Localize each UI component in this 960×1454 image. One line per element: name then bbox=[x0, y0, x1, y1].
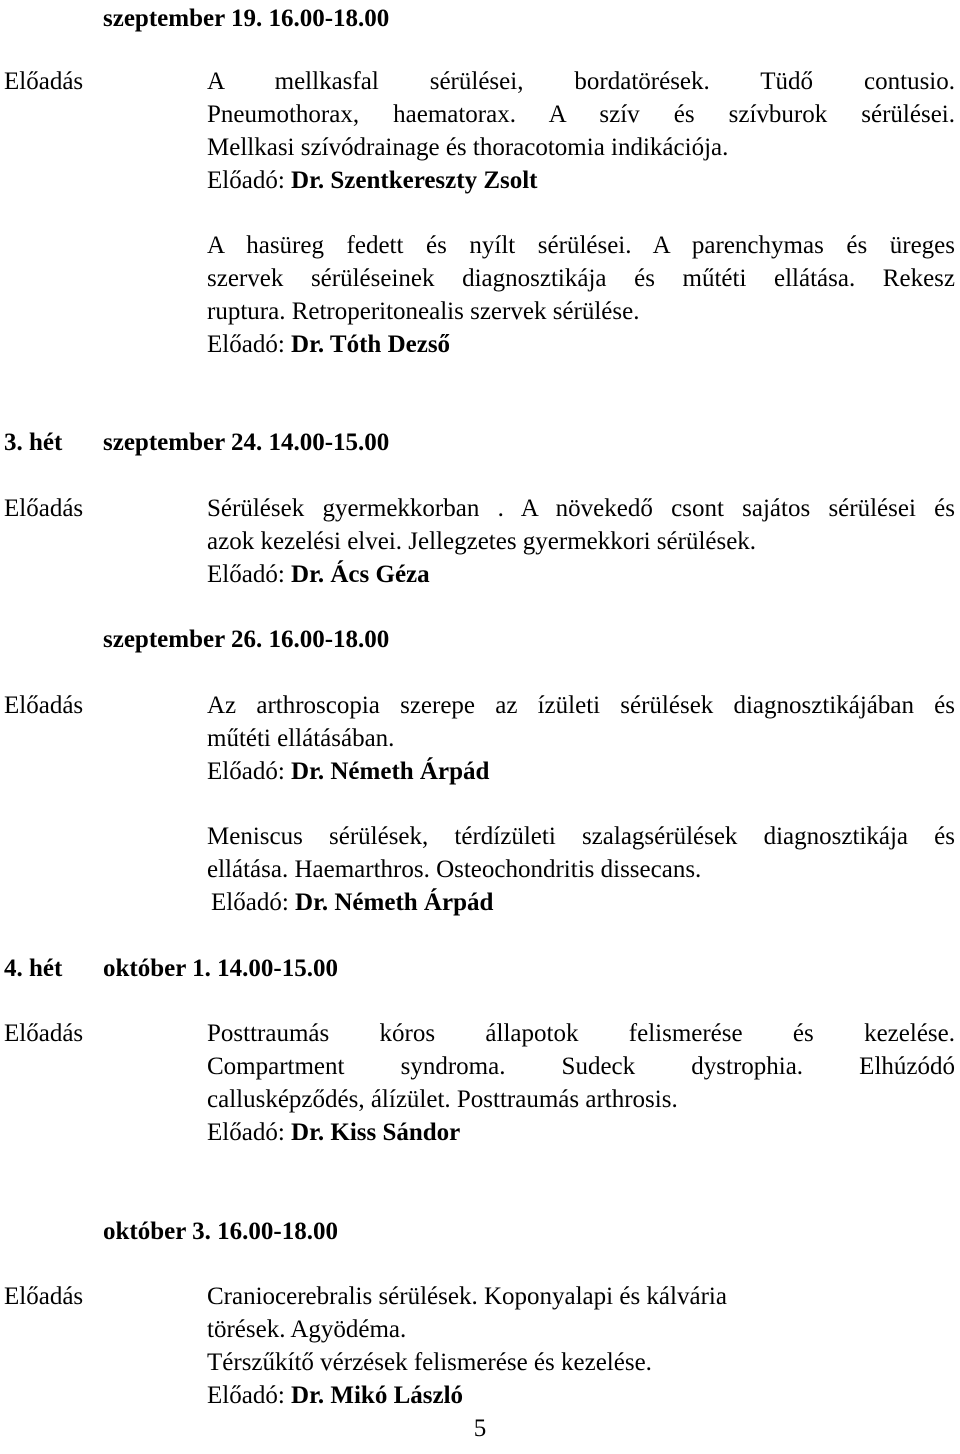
speaker-line bbox=[207, 886, 955, 919]
speaker-name: Dr. Németh Árpád bbox=[291, 758, 490, 785]
lecture-line: szervek sérüléseinek diagnosztikája és műtéti ellátása. Rekesz bbox=[207, 265, 955, 292]
speaker-line bbox=[207, 1379, 955, 1412]
speaker-name: Dr. Szentkereszty Zsolt bbox=[291, 167, 538, 194]
speaker-name: Dr. Kiss Sándor bbox=[291, 1119, 461, 1146]
session-2-lecture-1 bbox=[207, 492, 955, 591]
lecture-line: Sérülések gyermekkorban . A növekedő csont sajátos sérülései és bbox=[207, 495, 955, 522]
lecture-line: Az arthroscopia szerepe az ízületi sérülések diagnosztikájában és bbox=[207, 692, 955, 719]
lecture-line: Mellkasi szívódrainage és thoracotomia indikációja. bbox=[207, 134, 729, 161]
speaker-prefix: Előadó: bbox=[207, 1382, 292, 1409]
session-1-label: Előadás bbox=[4, 68, 84, 95]
session-3-label: Előadás bbox=[4, 692, 84, 719]
lecture-line: törések. Agyödéma. bbox=[207, 1316, 407, 1343]
lecture-line: callusképződés, álízület. Posttraumás arthrosis. bbox=[207, 1086, 678, 1113]
lecture-line: ruptura. Retroperitonealis szervek sérülése. bbox=[207, 298, 640, 325]
speaker-name: Dr. Ács Géza bbox=[291, 561, 430, 588]
session-3-lecture-2 bbox=[207, 820, 955, 919]
speaker-prefix: Előadó: bbox=[207, 758, 292, 785]
lecture-line: ellátása. Haemarthros. Osteochondritis dissecans. bbox=[207, 856, 702, 883]
speaker-line bbox=[207, 558, 955, 591]
lecture-line: Compartment syndroma. Sudeck dystrophia. Elhúzódó bbox=[207, 1053, 955, 1080]
speaker-line bbox=[207, 1116, 955, 1149]
session-5-lecture-1 bbox=[207, 1280, 955, 1412]
lecture-line: A mellkasfal sérülései, bordatörések. Tüdő contusio. bbox=[207, 68, 955, 95]
session-4-heading: október 1. 14.00-15.00 bbox=[103, 955, 338, 982]
lecture-line: A hasüreg fedett és nyílt sérülései. A parenchymas és üreges bbox=[207, 232, 955, 259]
lecture-line: Pneumothorax, haematorax. A szív és szívburok sérülései. bbox=[207, 101, 955, 128]
speaker-prefix: Előadó: bbox=[207, 331, 292, 358]
lecture-line: Posttraumás kóros állapotok felismerése és kezelése. bbox=[207, 1020, 955, 1047]
speaker-prefix: Előadó: bbox=[207, 167, 292, 194]
session-3-heading: szeptember 26. 16.00-18.00 bbox=[103, 626, 390, 653]
speaker-name: Dr. Mikó László bbox=[291, 1382, 464, 1409]
session-3-lecture-1 bbox=[207, 689, 955, 788]
session-1-lecture-1 bbox=[207, 65, 955, 197]
speaker-line bbox=[207, 328, 955, 361]
lecture-line: Meniscus sérülések, térdízületi szalagsérülések diagnosztikája és bbox=[207, 823, 955, 850]
session-4-lecture-1 bbox=[207, 1017, 955, 1149]
page-number: 5 bbox=[473, 1415, 487, 1442]
lecture-line: Craniocerebralis sérülések. Koponyalapi és kálvária bbox=[207, 1283, 727, 1310]
week-4-label: 4. hét bbox=[4, 955, 63, 982]
session-4-label: Előadás bbox=[4, 1020, 84, 1047]
speaker-prefix: Előadó: bbox=[207, 1119, 292, 1146]
lecture-line: azok kezelési elvei. Jellegzetes gyermekkori sérülések. bbox=[207, 528, 757, 555]
speaker-prefix: Előadó: bbox=[211, 889, 296, 916]
session-1-heading: szeptember 19. 16.00-18.00 bbox=[103, 5, 390, 32]
speaker-line bbox=[207, 755, 955, 788]
session-5-heading: október 3. 16.00-18.00 bbox=[103, 1218, 338, 1245]
session-2-heading: szeptember 24. 14.00-15.00 bbox=[103, 429, 390, 456]
speaker-line bbox=[207, 164, 955, 197]
speaker-prefix: Előadó: bbox=[207, 561, 292, 588]
session-1-lecture-2 bbox=[207, 229, 955, 361]
session-5-label: Előadás bbox=[4, 1283, 84, 1310]
lecture-line: műtéti ellátásában. bbox=[207, 725, 395, 752]
week-3-label: 3. hét bbox=[4, 429, 63, 456]
lecture-line: Térszűkítő vérzések felismerése és kezelése. bbox=[207, 1349, 652, 1376]
speaker-name: Dr. Tóth Dezső bbox=[291, 331, 451, 358]
speaker-name: Dr. Németh Árpád bbox=[295, 889, 494, 916]
session-2-label: Előadás bbox=[4, 495, 84, 522]
